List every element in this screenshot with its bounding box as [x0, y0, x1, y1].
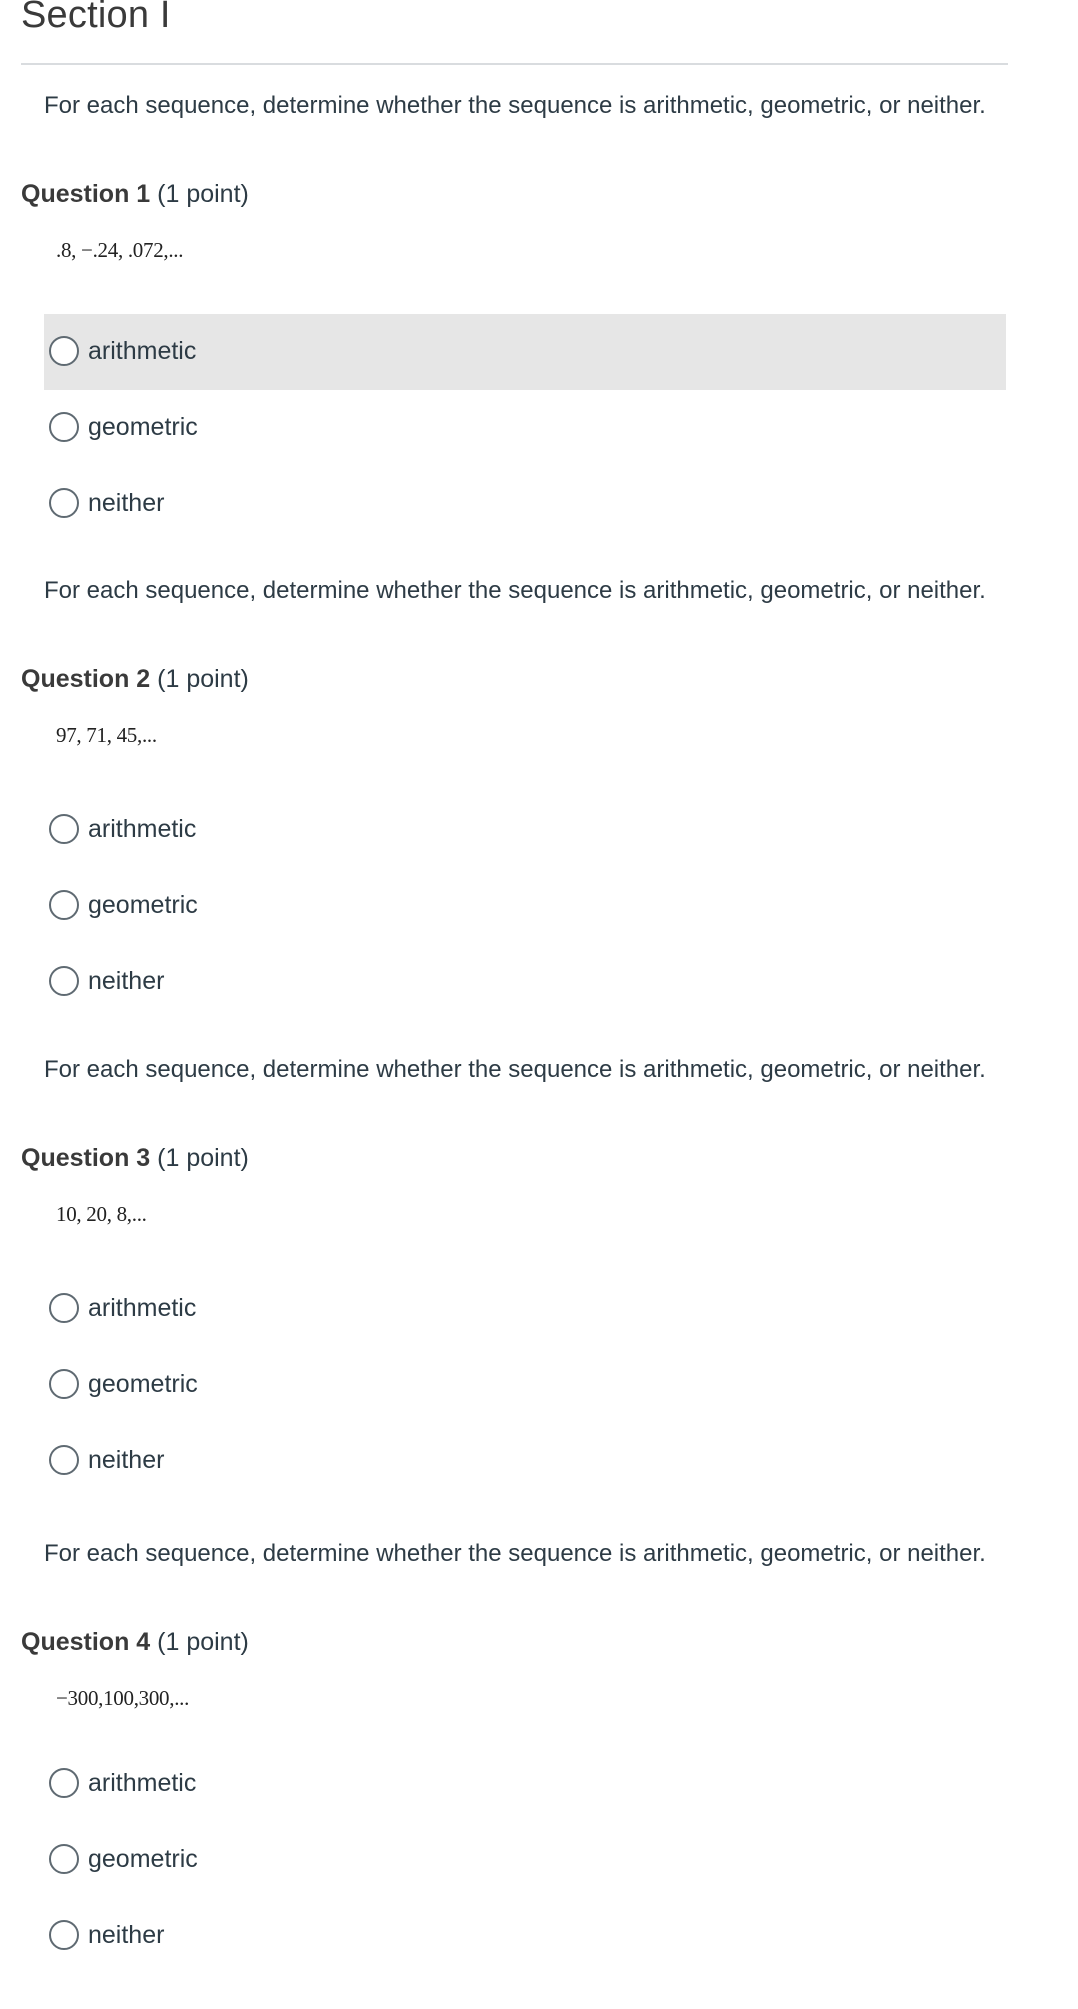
option-label[interactable]: arithmetic: [88, 337, 197, 365]
question-header: [21, 1143, 249, 1173]
option-label[interactable]: geometric: [88, 891, 198, 919]
question-label: Question 1: [21, 180, 151, 208]
option-neither[interactable]: [44, 1898, 1006, 1974]
option-label[interactable]: neither: [88, 967, 165, 995]
question-label: Question 4: [21, 1628, 151, 1656]
radio-button[interactable]: [49, 1445, 79, 1475]
question-instructions: For each sequence, determine whether the sequence is arithmetic, geometric, or neither.: [44, 92, 986, 119]
radio-button[interactable]: [49, 1293, 79, 1323]
radio-button[interactable]: [49, 1768, 79, 1798]
question-label: Question 3: [21, 1144, 151, 1172]
radio-button[interactable]: [49, 890, 79, 920]
option-arithmetic[interactable]: [44, 1746, 1006, 1822]
option-neither[interactable]: [44, 944, 1006, 1020]
option-neither[interactable]: [44, 1423, 1006, 1499]
section-title: Section I: [21, 0, 171, 36]
radio-button[interactable]: [49, 1844, 79, 1874]
question-points: (1 point): [157, 665, 249, 693]
option-arithmetic[interactable]: [44, 1271, 1006, 1347]
question-label: Question 2: [21, 665, 151, 693]
radio-button[interactable]: [49, 1920, 79, 1950]
section-divider: [21, 63, 1008, 65]
radio-button[interactable]: [49, 814, 79, 844]
question-header: [21, 664, 249, 694]
option-label[interactable]: geometric: [88, 413, 198, 441]
question-1: [0, 91, 1078, 561]
option-label[interactable]: geometric: [88, 1370, 198, 1398]
question-header: [21, 1627, 249, 1657]
radio-button[interactable]: [49, 488, 79, 518]
question-sequence: −300,100,300,...: [56, 1686, 190, 1710]
question-2: [0, 576, 1078, 1046]
option-arithmetic[interactable]: [44, 792, 1006, 868]
question-instructions: For each sequence, determine whether the sequence is arithmetic, geometric, or neither.: [44, 577, 986, 604]
option-arithmetic[interactable]: [44, 314, 1006, 390]
option-label[interactable]: arithmetic: [88, 815, 197, 843]
question-3: [0, 1055, 1078, 1525]
option-label[interactable]: arithmetic: [88, 1769, 197, 1797]
option-label[interactable]: neither: [88, 1921, 165, 1949]
question-points: (1 point): [157, 180, 249, 208]
option-label[interactable]: geometric: [88, 1845, 198, 1873]
option-geometric[interactable]: [44, 1822, 1006, 1898]
question-sequence: 10, 20, 8,...: [56, 1202, 147, 1226]
radio-button[interactable]: [49, 966, 79, 996]
option-neither[interactable]: [44, 466, 1006, 542]
question-instructions: For each sequence, determine whether the sequence is arithmetic, geometric, or neither.: [44, 1056, 986, 1083]
option-label[interactable]: neither: [88, 1446, 165, 1474]
question-4: [0, 1539, 1078, 2009]
option-label[interactable]: arithmetic: [88, 1294, 197, 1322]
option-geometric[interactable]: [44, 390, 1006, 466]
question-instructions: For each sequence, determine whether the sequence is arithmetic, geometric, or neither.: [44, 1540, 986, 1567]
question-points: (1 point): [157, 1144, 249, 1172]
radio-button[interactable]: [49, 336, 79, 366]
question-sequence: 97, 71, 45,...: [56, 723, 157, 747]
radio-button[interactable]: [49, 412, 79, 442]
question-sequence: .8, −.24, .072,...: [56, 238, 184, 262]
option-geometric[interactable]: [44, 868, 1006, 944]
option-label[interactable]: neither: [88, 489, 165, 517]
option-geometric[interactable]: [44, 1347, 1006, 1423]
question-points: (1 point): [157, 1628, 249, 1656]
radio-button[interactable]: [49, 1369, 79, 1399]
question-header: [21, 179, 249, 209]
